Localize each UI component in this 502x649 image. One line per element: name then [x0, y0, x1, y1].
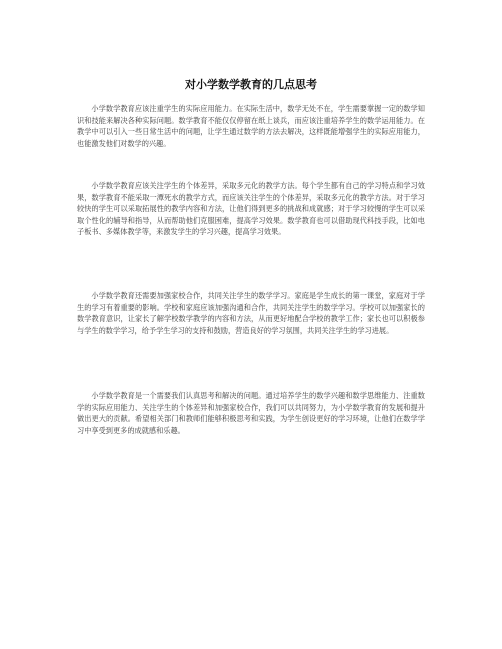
document-title: 对小学数学教育的几点思考 [185, 78, 317, 91]
paragraph-1: 小学数学教育应该注重学生的实际应用能力。在实际生活中，数学无处不在，学生需要掌握一定的数学知识和技能来解决各种实际问题。数学教育不能仅仅停留在纸上谈兵，而应该注重培养学生的数学运用能力。在教学中可以引入一些日常生活中的问题，让学生通过数学的方法去解决，这样既能增强学生的实际应用能力，也能激发他们对数学的兴趣。 [77, 104, 425, 148]
paragraph-2: 小学数学教育应该关注学生的个体差异，采取多元化的教学方法。每个学生都有自己的学习特点和学习效果，数学教育不能采取一潭死水的教学方式，而应该关注学生的个体差异，采取多元化的教学方法。对于学习较快的学生可以采取拓展性的教学内容和方法，让他们得到更多的挑战和成就感；对于学习较慢的学生可以采取个性化的辅导和指导，从而帮助他们克服困难，提高学习效果。数学教育也可以借助现代科技手段，比如电子板书、多媒体教学等，来激发学生的学习兴趣，提高学习效果。 [77, 181, 425, 237]
paragraph-4: 小学数学教育是一个需要我们认真思考和解决的问题。通过培养学生的数学兴趣和数学思维能力、注重数学的实际应用能力、关注学生的个体差异和加强家校合作，我们可以共同努力，为小学数学教育的发展和提升做出更大的贡献。希望相关部门和教师们能够积极思考和实践，为学生创设更好的学习环境，让他们在数学学习中享受到更多的成就感和乐趣。 [77, 391, 425, 435]
paragraph-3: 小学数学教育还需要加强家校合作，共同关注学生的数学学习。家庭是学生成长的第一课堂，家庭对于学生的学习有着重要的影响。学校和家庭应该加强沟通和合作，共同关注学生的数学学习。学校可以加强家长的数学教育意识，让家长了解学校数学教学的内容和方法，从而更好地配合学校的教学工作；家长也可以积极参与学生的数学学习，给予学生学习的支持和鼓励，营造良好的学习氛围，共同关注学生的学习进展。 [77, 291, 425, 335]
